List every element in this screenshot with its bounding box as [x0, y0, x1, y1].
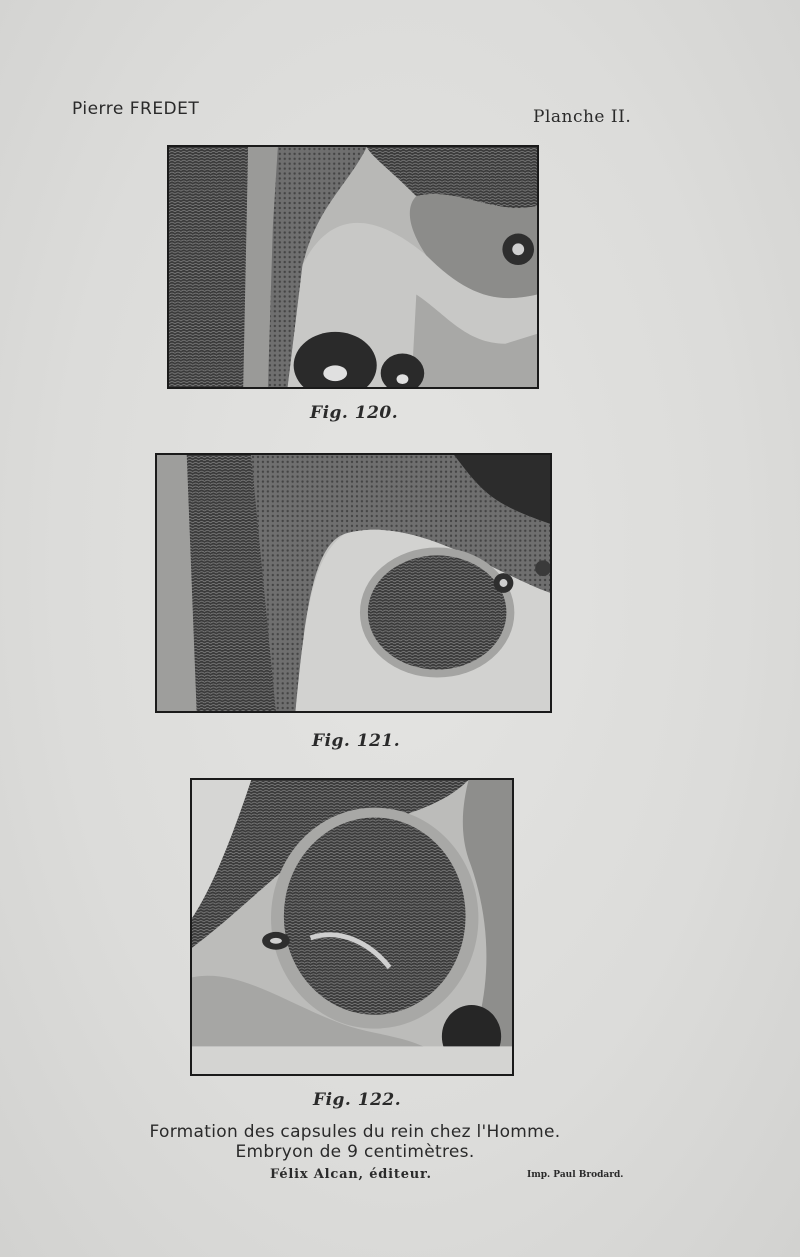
figure-120-caption: Fig. 120.	[310, 403, 399, 423]
micrograph-121-drawing	[157, 455, 550, 711]
figure-121-micrograph	[155, 453, 552, 713]
figure-122-caption: Fig. 122.	[313, 1090, 402, 1110]
figure-120-micrograph	[167, 145, 539, 389]
plate-title-line-2: Embryon de 9 centimètres.	[235, 1142, 475, 1162]
printer-credit: Imp. Paul Brodard.	[527, 1170, 624, 1180]
figure-121-caption: Fig. 121.	[312, 731, 401, 751]
plate-number-header: Planche II.	[533, 107, 632, 127]
plate-title-line-1: Formation des capsules du rein chez l'Homme.	[149, 1122, 561, 1142]
author-header: Pierre FREDET	[72, 99, 200, 119]
publisher-credit: Félix Alcan, éditeur.	[270, 1167, 432, 1182]
figure-122-micrograph	[190, 778, 514, 1076]
micrograph-120-drawing	[169, 147, 537, 387]
micrograph-122-drawing	[192, 780, 512, 1074]
